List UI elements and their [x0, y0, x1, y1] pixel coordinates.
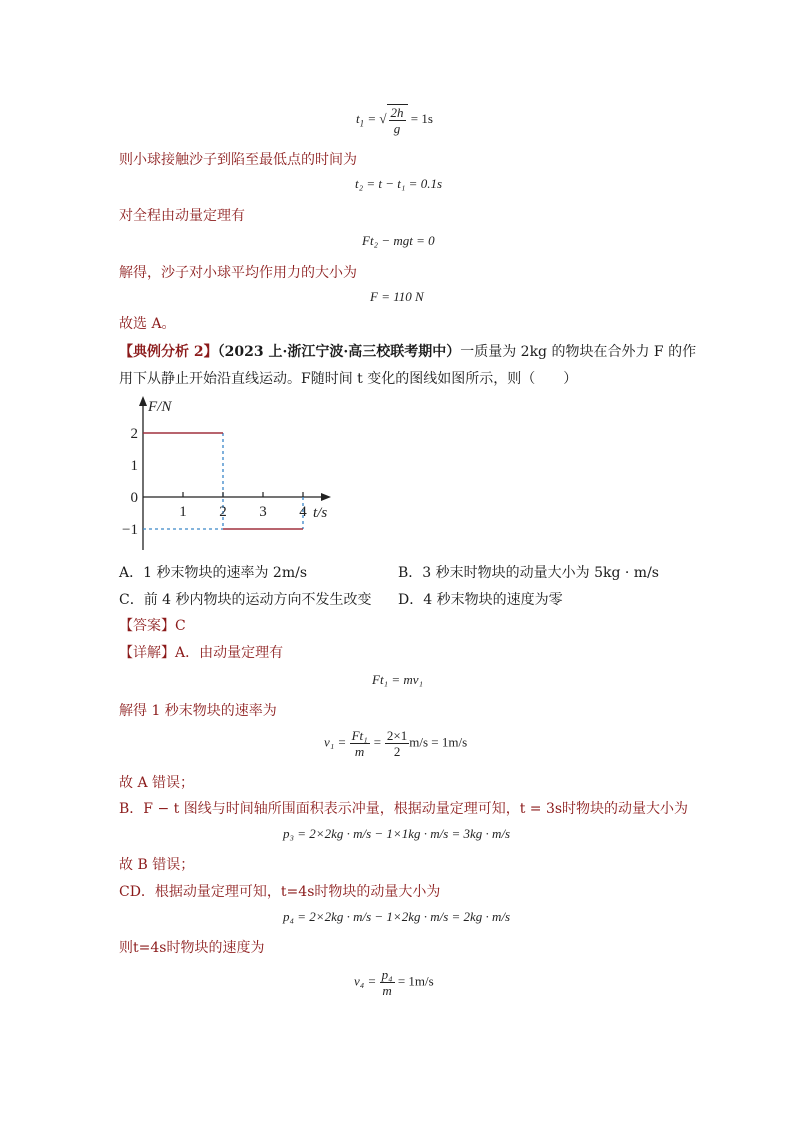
text-line: 故选 A。 — [119, 316, 176, 332]
option-b: B．3 秒末时物块的动量大小为 5kg · m/s — [398, 565, 659, 581]
x-tick-label: 1 — [179, 504, 187, 520]
equation-p3: p₃ = 2×2kg · m/s − 1×1kg · m/s = 3kg · m/s — [283, 826, 511, 841]
y-tick-label: 0 — [130, 490, 138, 506]
y-tick-label: −1 — [122, 522, 138, 538]
answer: 【答案】C — [119, 618, 186, 634]
example-text: 用下从静止开始沿直线运动。F随时间 t 变化的图线如图所示，则（ ） — [119, 371, 578, 387]
y-tick-label: 1 — [130, 458, 138, 474]
y-axis-label: F/N — [148, 399, 172, 415]
equation-p4: p₄ = 2×2kg · m/s − 1×2kg · m/s = 2kg · m/s — [283, 909, 511, 924]
option-a: A．1 秒末物块的速率为 2m/s — [119, 565, 308, 581]
x-tick-label: 3 — [259, 504, 267, 520]
detail-a-intro: 【详解】A．由动量定理有 — [119, 645, 284, 661]
equation-v1: v₁ = $\frac{\text{Ft₁}}{m}$ = $\frac{2\times 1}{2}$ m/s = 1m/s — [324, 728, 468, 759]
equation-v4: v₄ = $\frac{\text{p₄}}{m}$ = 1m/s — [354, 967, 434, 998]
equation-force: F = 110 N — [370, 289, 424, 304]
y-tick-label: 2 — [130, 426, 138, 442]
text-line: 则t=4s时物块的速度为 — [119, 940, 265, 956]
detail-cd: CD．根据动量定理可知，t=4s时物块的动量大小为 — [119, 884, 441, 900]
text-line: 解得 1 秒末物块的速率为 — [119, 703, 277, 719]
y-axis-arrow — [139, 396, 147, 406]
text-line: 对全程由动量定理有 — [119, 208, 245, 224]
equation-momentum: Ft₂ − mgt = 0 — [362, 233, 435, 248]
equation-t1: $t_1$ = √ $\frac{2h}{g}$ = 1s — [356, 105, 433, 136]
option-d: D．4 秒末物块的速度为零 — [398, 592, 563, 608]
option-c: C．前 4 秒内物块的运动方向不发生改变 — [119, 592, 372, 608]
x-axis-label: t/s — [313, 505, 328, 521]
equation-t2: t₂ = t − t₁ = 0.1s — [355, 176, 443, 191]
text-line: 则小球接触沙子到陷至最低点的时间为 — [119, 152, 357, 168]
text-line: 故 A 错误； — [119, 775, 195, 791]
text-line: 故 B 错误； — [119, 857, 195, 873]
detail-b: B．F − t 图线与时间轴所围面积表示冲量，根据动量定理可知，t = 3s时物块的动量大小为 — [119, 801, 689, 817]
x-tick-label: 2 — [219, 504, 227, 520]
text-line: 解得，沙子对小球平均作用力的大小为 — [119, 265, 357, 281]
equation-impulse: Ft₁ = mv₁ — [372, 672, 424, 687]
x-axis-arrow — [321, 493, 331, 501]
x-tick-label: 4 — [299, 504, 307, 520]
force-time-chart — [115, 390, 345, 555]
example-heading: 【典例分析 2】（2023 上·浙江宁波·高三校联考期中）一质量为 2kg 的物块在合外力 F 的作 — [119, 344, 697, 360]
